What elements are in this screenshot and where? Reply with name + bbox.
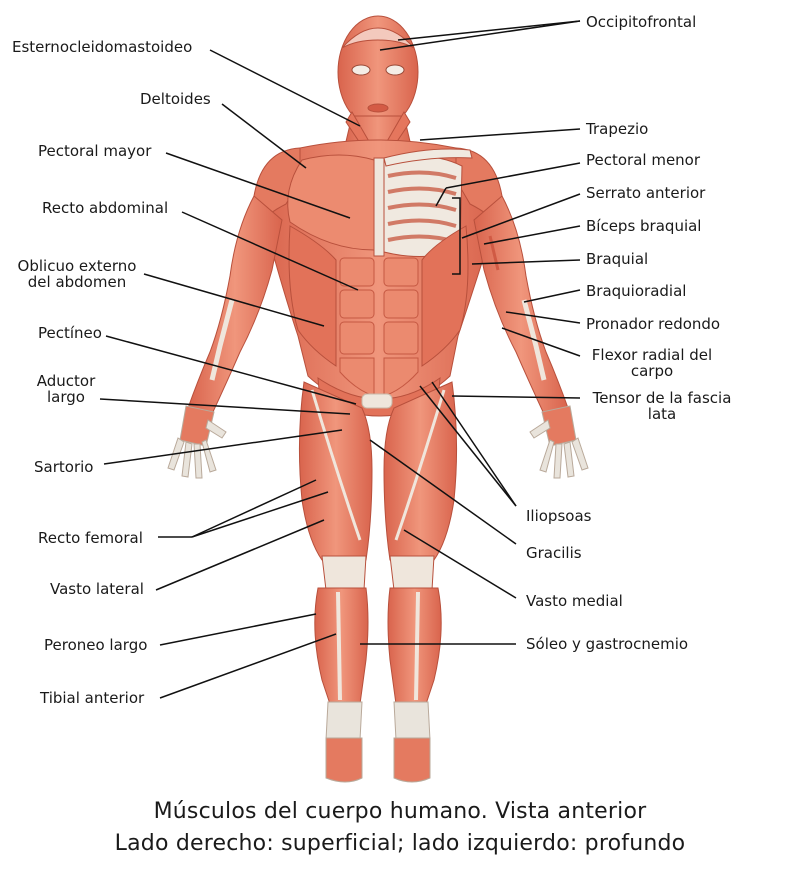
label-pectoral-mayor: Pectoral mayor xyxy=(38,142,152,160)
label-recto-femoral: Recto femoral xyxy=(38,529,143,547)
caption-subtitle: Lado derecho: superficial; lado izquierdo: profundo xyxy=(114,831,686,856)
label-vasto-medial: Vasto medial xyxy=(526,592,623,610)
label-sartorio: Sartorio xyxy=(34,458,94,476)
label-tensor-fascia-lata xyxy=(586,390,738,422)
right-hand xyxy=(168,406,226,478)
right-knee xyxy=(322,556,366,590)
label-aductor-line2: largo xyxy=(47,388,85,406)
caption-title: Músculos del cuerpo humano. Vista anterior xyxy=(153,799,647,824)
label-tensor-line1: Tensor de la fascia xyxy=(592,389,732,407)
label-pectoral-menor: Pectoral menor xyxy=(586,151,701,169)
label-soleo-gastrocnemio: Sóleo y gastrocnemio xyxy=(526,635,689,653)
label-flexor-line1: Flexor radial del xyxy=(591,346,713,364)
label-pectineo: Pectíneo xyxy=(38,324,102,342)
label-oblicuo-externo xyxy=(10,258,144,290)
label-deltoides: Deltoides xyxy=(140,90,211,108)
right-foot xyxy=(326,702,362,782)
label-trapezio: Trapezio xyxy=(586,120,649,138)
label-aductor-largo xyxy=(30,373,102,405)
label-esternocleidomastoideo: Esternocleidomastoideo xyxy=(12,38,193,56)
left-foot xyxy=(394,702,430,782)
label-occipitofrontal: Occipitofrontal xyxy=(586,13,697,31)
label-oblicuo-line2: del abdomen xyxy=(27,273,127,291)
label-flexor-line2: carpo xyxy=(630,362,674,380)
label-peroneo-largo: Peroneo largo xyxy=(44,636,148,654)
label-tensor-line2: lata xyxy=(647,405,677,423)
label-aductor-line1: Aductor xyxy=(36,372,96,390)
left-hand xyxy=(530,406,588,478)
label-iliopsoas: Iliopsoas xyxy=(526,507,592,525)
right-arm xyxy=(188,196,282,414)
label-serrato-anterior: Serrato anterior xyxy=(586,184,706,202)
left-knee xyxy=(390,556,434,590)
body-figure xyxy=(168,16,588,782)
label-tibial-anterior: Tibial anterior xyxy=(40,689,145,707)
label-biceps-braquial: Bíceps braquial xyxy=(586,217,702,235)
label-gracilis: Gracilis xyxy=(526,544,582,562)
label-oblicuo-line1: Oblicuo externo xyxy=(17,257,137,275)
label-pronador-redondo: Pronador redondo xyxy=(586,315,721,333)
label-braquioradial: Braquioradial xyxy=(586,282,687,300)
label-vasto-lateral: Vasto lateral xyxy=(50,580,144,598)
label-recto-abdominal: Recto abdominal xyxy=(42,199,169,217)
label-flexor-radial xyxy=(586,347,718,379)
label-braquial: Braquial xyxy=(586,250,649,268)
